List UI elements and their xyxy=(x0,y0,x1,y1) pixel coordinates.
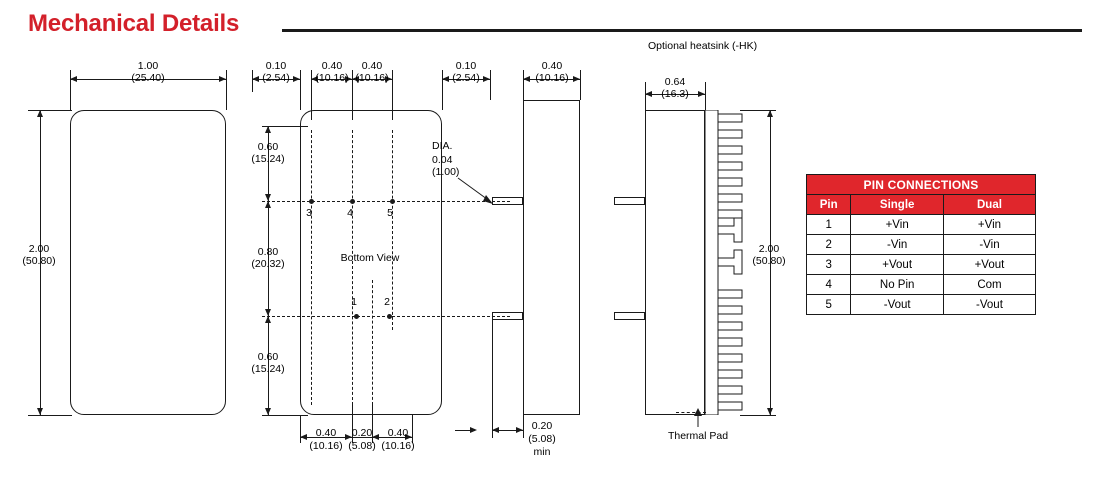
table-row xyxy=(807,235,1036,255)
dia-value-in: 0.04 xyxy=(432,154,453,166)
dim-gap2-in: 0.10 xyxy=(455,60,477,72)
single-cell: +Vout xyxy=(851,255,944,275)
table-row xyxy=(807,275,1036,295)
heatsink-view-body xyxy=(645,110,705,415)
thermal-pad-label: Thermal Pad xyxy=(667,430,729,442)
pad-3 xyxy=(309,199,314,204)
pin-table-header-single: Single xyxy=(851,195,944,215)
dim-v2-mm: (20.32) xyxy=(251,258,285,270)
dim-pitch1-mm: (10.16) xyxy=(315,72,349,84)
dim-gap1-mm: (2.54) xyxy=(262,72,290,84)
dim-b1-mm: (10.16) xyxy=(309,440,343,452)
dim-v1-mm: (15.24) xyxy=(251,153,285,165)
table-row xyxy=(807,215,1036,235)
pin-connections-table xyxy=(806,174,1036,315)
dim-pin-len-mm: (5.08) xyxy=(528,433,556,445)
heatsink-pin-top xyxy=(614,197,645,205)
dim-right-height-in: 2.00 xyxy=(758,243,780,255)
dim-left-height-mm: (50.80) xyxy=(22,255,56,267)
dim-b3-mm: (10.16) xyxy=(381,440,415,452)
pad-5 xyxy=(390,199,395,204)
side-view-pin-bottom xyxy=(492,312,523,320)
dim-side-width-in: 0.40 xyxy=(541,60,563,72)
dim-heatsink-in: 0.64 xyxy=(664,76,686,88)
dim-b3-in: 0.40 xyxy=(387,427,409,439)
dual-cell: +Vin xyxy=(943,215,1035,235)
dim-v2-in: 0.80 xyxy=(257,246,279,258)
pin-number-3: 3 xyxy=(306,207,312,219)
dual-cell: +Vout xyxy=(943,255,1035,275)
single-cell: -Vout xyxy=(851,295,944,315)
dual-cell: Com xyxy=(943,275,1035,295)
side-view-body xyxy=(523,100,580,415)
title-rule xyxy=(282,29,1082,32)
dim-v1-in: 0.60 xyxy=(257,141,279,153)
dia-leader-line xyxy=(455,175,505,215)
single-cell: No Pin xyxy=(851,275,944,295)
table-row xyxy=(807,295,1036,315)
dia-label: DIA. xyxy=(432,140,453,152)
dim-left-height-in: 2.00 xyxy=(28,243,50,255)
pin-number-4: 4 xyxy=(347,207,353,219)
dim-pitch2-in: 0.40 xyxy=(361,60,383,72)
bottom-view-label: Bottom View xyxy=(340,252,400,264)
dim-pitch2-mm: (10.16) xyxy=(355,72,389,84)
dim-v3-in: 0.60 xyxy=(257,351,279,363)
dim-b2-mm: (5.08) xyxy=(348,440,376,452)
dim-gap1-in: 0.10 xyxy=(265,60,287,72)
dim-v3-mm: (15.24) xyxy=(251,363,285,375)
dia-value-mm: (1.00) xyxy=(432,166,460,178)
front-view-body xyxy=(70,110,226,415)
single-cell: +Vin xyxy=(851,215,944,235)
pin-table-caption: PIN CONNECTIONS xyxy=(807,175,1036,195)
dim-b2-in: 0.20 xyxy=(351,427,373,439)
dual-cell: -Vout xyxy=(943,295,1035,315)
dim-top-width-in: 1.00 xyxy=(137,60,159,72)
dim-top-width-mm: (25.40) xyxy=(131,72,165,84)
pad-4 xyxy=(350,199,355,204)
dim-right-height-mm: (50.80) xyxy=(752,255,786,267)
pin-table-header-pin: Pin xyxy=(807,195,851,215)
heatsink-pin-bottom xyxy=(614,312,645,320)
dim-gap2-mm: (2.54) xyxy=(452,72,480,84)
dim-side-width-mm: (10.16) xyxy=(535,72,569,84)
pin-cell: 3 xyxy=(807,255,851,275)
side-view-pin-top xyxy=(492,197,523,205)
thermal-pad-arrow xyxy=(690,405,706,429)
pin-cell: 5 xyxy=(807,295,851,315)
pad-2 xyxy=(387,314,392,319)
dim-pitch1-in: 0.40 xyxy=(321,60,343,72)
dim-pin-len-note: min xyxy=(533,446,551,458)
table-row xyxy=(807,255,1036,275)
dim-pin-len-in: 0.20 xyxy=(531,420,553,432)
pin-cell: 1 xyxy=(807,215,851,235)
dim-b1-in: 0.40 xyxy=(315,427,337,439)
pin-number-1: 1 xyxy=(351,296,357,308)
single-cell: -Vin xyxy=(851,235,944,255)
pad-1 xyxy=(354,314,359,319)
optional-heatsink-note: Optional heatsink (-HK) xyxy=(648,40,758,52)
page-title: Mechanical Details xyxy=(28,10,240,37)
dual-cell: -Vin xyxy=(943,235,1035,255)
pin-cell: 4 xyxy=(807,275,851,295)
dim-heatsink-mm: (16.3) xyxy=(661,88,689,100)
pin-number-2: 2 xyxy=(384,296,390,308)
pin-table-header-dual: Dual xyxy=(943,195,1035,215)
pin-cell: 2 xyxy=(807,235,851,255)
pin-number-5: 5 xyxy=(387,207,393,219)
